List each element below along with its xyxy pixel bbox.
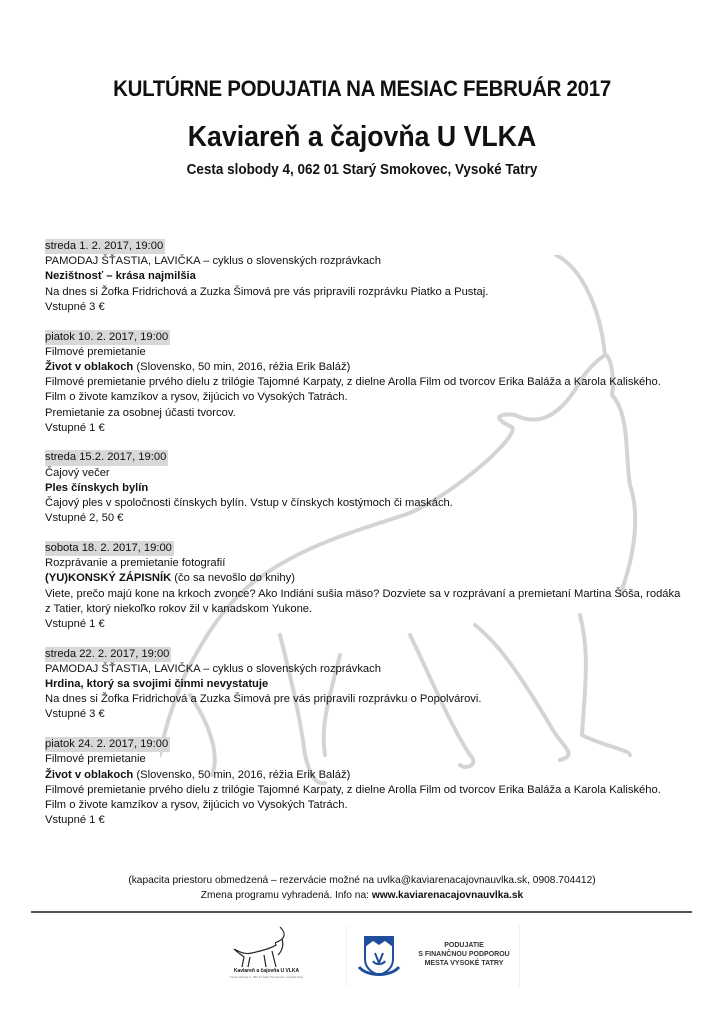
vlka-logo (224, 925, 324, 993)
event-category: Rozprávanie a premietanie fotografií (45, 557, 226, 570)
event-date: piatok 24. 2. 2017, 19:00 (45, 737, 170, 752)
event-item (45, 541, 680, 632)
event-list (45, 239, 680, 843)
website-link[interactable]: www.kaviarenacajovnauvlka.sk (371, 890, 524, 901)
event-title: Ples čínskych bylín (45, 481, 149, 494)
event-item (45, 737, 680, 828)
event-title: (YU)KONSKÝ ZÁPISNÍK (čo sa nevošlo do knihy) (45, 572, 295, 585)
event-date: streda 22. 2. 2017, 19:00 (45, 647, 171, 662)
event-item (45, 330, 680, 436)
page-title: Kaviareň a čajovňa U VLKA (187, 121, 537, 153)
event-description: Filmové premietanie prvého dielu z trilógie Tajomné Karpaty, z dielne Arolla Film od tvorcov Erika Baláža a Karola Kaliského. (45, 783, 661, 796)
event-category: PAMODAJ ŠŤASTIA, LAVIČKA – cyklus o slovenských rozprávkach (45, 255, 381, 268)
event-title: Hrdina, ktorý sa svojimi činmi nevystatuje (45, 678, 269, 691)
info-line: Zmena programu vyhradená. Info na: www.kaviarenacajovnauvlka.sk (200, 890, 524, 901)
event-item (45, 450, 680, 526)
event-item (45, 647, 680, 723)
event-date: streda 1. 2. 2017, 19:00 (45, 239, 165, 254)
event-description: Film o živote kamzíkov a rysov, žijúcich vo Vysokých Tatrách. (45, 799, 348, 811)
page-kicker: KULTÚRNE PODUJATIA NA MESIAC FEBRUÁR 2017 (113, 76, 611, 101)
event-description: Čajový ples v spoločnosti čínskych bylín. Vstup v čínskych kostýmoch či maskách. (45, 497, 453, 510)
event-description: Na dnes si Žofka Fridrichová a Zuzka Šimová pre vás pripravili rozprávku o Popolvárovi. (45, 693, 482, 706)
footer-divider (31, 911, 692, 913)
event-date: piatok 10. 2. 2017, 19:00 (45, 330, 170, 345)
event-title: Život v oblakoch (Slovensko, 50 min, 2016, réžia Erik Baláž) (45, 768, 351, 781)
city-sponsor-logo (346, 925, 520, 987)
event-title: Nezištnosť – krása najmilšia (45, 270, 196, 283)
event-category: Filmové premietanie (45, 753, 146, 766)
footer-note (0, 873, 724, 903)
event-price: Vstupné 1 € (45, 421, 105, 434)
event-description: Film o živote kamzíkov a rysov, žijúcich vo Vysokých Tatrách. (45, 391, 348, 404)
event-price: Vstupné 1 € (45, 814, 105, 827)
vlka-logo-caption: Kaviareň a čajovňa U VLKA (233, 968, 300, 974)
event-description: Premietanie za osobnej účasti tvorcov. (45, 406, 236, 419)
event-date: sobota 18. 2. 2017, 19:00 (45, 541, 174, 556)
reservation-note: (kapacita priestoru obmedzená – rezervácie možné na uvlka@kaviarenacajovnauvlka.sk, 0908.704412) (128, 875, 596, 886)
event-price: Vstupné 1 € (45, 617, 105, 630)
page-header (0, 73, 724, 181)
event-item (45, 239, 680, 315)
event-price: Vstupné 3 € (45, 300, 105, 313)
event-category: PAMODAJ ŠŤASTIA, LAVIČKA – cyklus o slovenských rozprávkach (45, 662, 381, 675)
event-category: Čajový večer (45, 466, 110, 479)
venue-address: Cesta slobody 4, 062 01 Starý Smokovec, Vysoké Tatry (186, 162, 538, 178)
howling-wolf-icon (224, 925, 309, 969)
event-title: Život v oblakoch (Slovensko, 50 min, 2016, réžia Erik Baláž) (45, 360, 351, 373)
city-crest-icon (357, 933, 401, 979)
sponsor-logos (224, 925, 520, 993)
vlka-logo-address: Cesta slobody 4, 062 01 Starý Smokovec, Vysoké Tatry (229, 975, 304, 979)
event-price: Vstupné 3 € (45, 708, 105, 721)
event-category: Filmové premietanie (45, 345, 146, 358)
event-description: Na dnes si Žofka Fridrichová a Zuzka Šimová pre vás pripravili rozprávku Piatko a Pustaj. (45, 285, 489, 298)
event-price: Vstupné 2, 50 € (45, 512, 124, 525)
event-description: z Tatier, ktorý niekoľko rokov žil v kanadskom Yukone. (45, 602, 313, 615)
event-date: streda 15.2. 2017, 19:00 (45, 450, 168, 465)
city-sponsor-text: PODUJATIE S FINANČNOU PODPOROU MESTA VYSOKÉ TATRY (418, 942, 510, 967)
event-description: Viete, prečo majú kone na krkoch zvonce? Ako Indiáni sušia mäso? Dozviete sa v rozprávaní a premietaní Martina Šóša, rodáka (45, 587, 681, 600)
event-description: Filmové premietanie prvého dielu z trilógie Tajomné Karpaty, z dielne Arolla Film od tvorcov Erika Baláža a Karola Kaliského. (45, 376, 661, 389)
